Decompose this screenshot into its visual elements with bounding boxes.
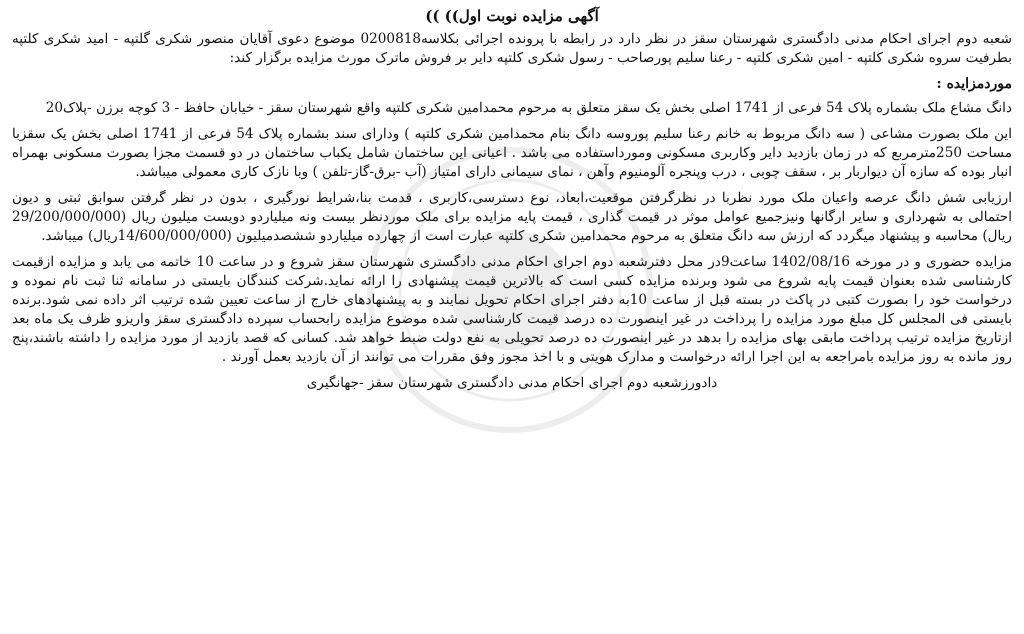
valuation-paragraph: ارزیابی شش دانگ عرصه واعیان ملک مورد نظربا در نظرگرفتن موقعیت،ابعاد، نوع دسترسی،کاربری ، قدمت بنا،شرایط نورگیری ، بدون در نظر گرفتن سوابق ثبتی و دیون احتمالی به شهرداری و سایر ارگانها ونیزجمیع عوامل موثر در قیمت گذاری ، قیمت پایه مزایده برای ملک موردنظر بیست ونه میلیاردو دویست میلیون ریال (29/200/000/000 ریال) محاسبه و پیشنهاد میگردد که ارزش سه دانگ متعلق به مرحوم محمدامین شکری کلتپه عبارت است از چهارده میلیاردو ششصدمیلیون (14/600/000/000ریال) میباشد. xyxy=(12,190,1012,244)
notice-title: آگهی مزایده نوبت اول)) )) xyxy=(425,7,599,25)
subject-heading: موردمزایده : xyxy=(936,76,1012,92)
subject-paragraph: دانگ مشاع ملک بشماره پلاک 54 فرعی از 1741 اصلی بخش یک سقز متعلق به مرحوم محمدامین شکری کلتپه واقع شهرستان سقز - خیابان حافظ - 3 کوچه برزن -پلاک20 xyxy=(45,100,1012,116)
intro-paragraph: شعبه دوم اجرای احکام مدنی دادگستری شهرستان سقز در نظر دارد در رابطه با پرونده اجرائی بکلاسه0200818 موضوع دعوی آقایان منصور شکری گلتپه - امید شکری کلتپه بطرفیت سروه شکری کلتپه - امین شکری کلتپه - رعنا سلیم پورصاحب - رسول شکری کلتپه دایر بر فروش ماترک مورث مزایده برگزار کند: xyxy=(12,31,1013,66)
auction-terms-paragraph: مزایده حضوری و در مورخه 1402/08/16 ساعت9در محل دفترشعبه دوم اجرای احکام مدنی دادگستری شهرستان سقز شروع و در ساعت 10 خاتمه می یابد و مزایده ازقیمت کارشناسی شده بعنوان قیمت پایه شروع می شود وبرنده مزایده کسی است که بالاترین قیمت پیشنهادی را ارائه نماید.شرکت کنندگان بایستی در سامانه ثنا ثبت نام نموده و درخواست خود را بصورت کتبی در پاکت در بسته قبل از ساعت 10به دفتر اجرای احکام تحویل نمایند و به پیشنهادهای خارج از ساعت تعیین شده ترتیب اثر داده نمی شود.برنده بایستی فی المجلس کل مبلغ مورد مزایده را پرداخت در غیر اینصورت ده درصد قیمت کارشناسی شده موضوع مزایده رابحساب سپرده دادگستری سقز واریزو ظرف یک ماه بعد ازتاریخ مزایده ترتیب پرداخت مابقی بهای مزایده را بدهد در غیر اینصورت ده درصد تحویلی به نفع دولت ضبط خواهد شد. کسانی که قصد بازدید از مورد مزایده را داشته باشند،پنج روز مانده به روز مزایده بامراجعه به این اجرا ارائه درخواست و مدارک هویتی و با اخذ مجوز وفق مقررات می توانند از آن بازدید بعمل آورند . xyxy=(12,254,1013,365)
signature-line: دادورزشعبه دوم اجرای احکام مدنی دادگستری شهرستان سقز -جهانگیری xyxy=(306,375,718,391)
description-paragraph: این ملک بصورت مشاعی ( سه دانگ مربوط به خانم رعنا سلیم پوروسه دانگ بنام محمدامین شکری کلتپه ) ودارای سند بشماره پلاک 54 فرعی از 1741 اصلی بخش یک سقزبا مساحت 250مترمربع که در زمان بازدید دایر وکاربری مسکونی ومورداستفاده می باشد . اعیانی این ساختمان شامل یکباب ساختمان در دو قسمت مجزا بصورت مسکونی بهمراه انبار بوده که سازه آن دیواربار بر ، سقف چوبی ، درب وپنجره آلومنیوم وآهن ، نمای سیمانی دارای امتیاز (آب -برق-گاز-تلفن ) وبا نازک کاری معمولی میباشد. xyxy=(12,126,1013,180)
